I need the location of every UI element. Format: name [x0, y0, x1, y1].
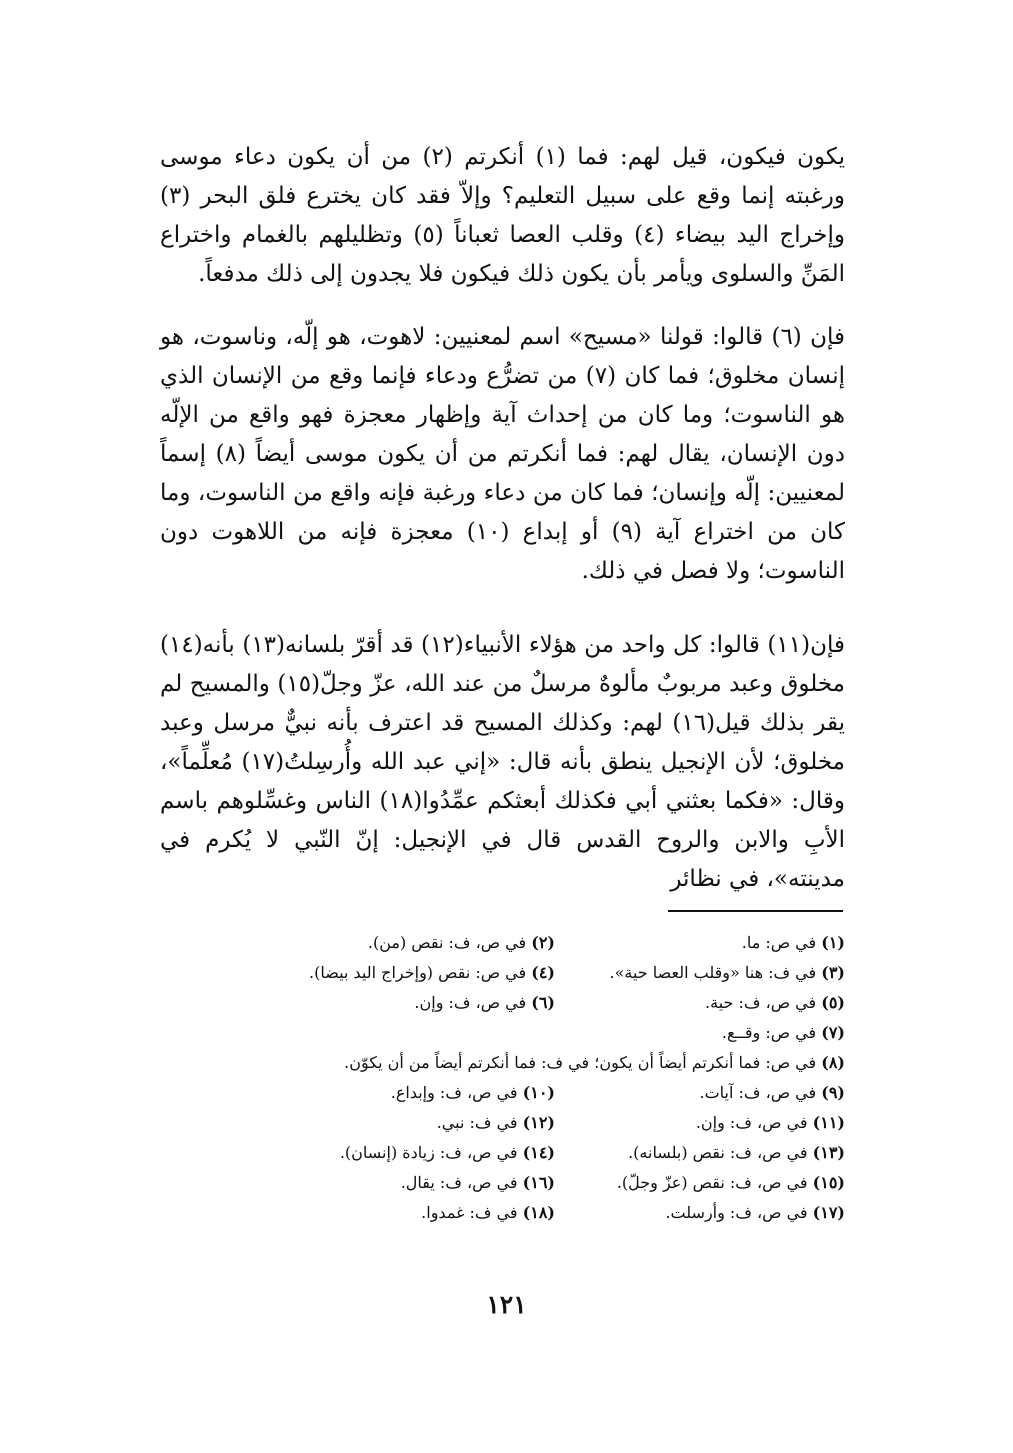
footnote-row: [260, 1018, 845, 1048]
footnote-number: (١٨): [522, 1203, 555, 1222]
footnote-number: (١٤): [522, 1143, 555, 1162]
footnote-number: (٥): [821, 993, 845, 1012]
footnote-row: [260, 1048, 845, 1078]
paragraph-2: [160, 318, 845, 591]
footnote-row: [260, 958, 845, 988]
footnote-text: في ص، ف: وإبداع.: [390, 1083, 518, 1102]
footnote-number: (٩): [821, 1083, 845, 1102]
footnote: [265, 1108, 555, 1138]
footnote: [555, 988, 845, 1018]
footnote: [265, 928, 555, 958]
footnote-text: في ص: فما أنكرتم أيضاً أن يكون؛ في ف: فما أنكرتم أيضاً من أن يكوّن.: [344, 1053, 817, 1072]
footnote-row: [260, 988, 845, 1018]
paragraph-3: [160, 626, 845, 899]
footnote: [344, 1048, 845, 1078]
footnote-text: في ص، ف: زيادة (إنسان).: [339, 1143, 518, 1162]
footnote: [265, 988, 555, 1018]
paragraph-1: [160, 138, 845, 294]
footnote-text: في ص: وقــع.: [721, 1023, 817, 1042]
footnote-number: (١٧): [812, 1203, 845, 1222]
footnote-number: (٤): [531, 963, 555, 982]
paragraph-2-text: فإن (٦) قالوا: قولنا «مسيح» اسم لمعنيين: لاهوت، هو إلّه، وناسوت، هو إنسان مخلوق؛ فما كان (٧) من تضرُّع ودعاء فإنما وقع من الإنسان الذي هو الناسوت؛ وما كان من إحداث آية وإظهار معجزة فهو واقع من الإلّه دون الإنسان، يقال لهم: فما أنكرتم من أن يكون موسى أيضاً (٨) إسماً لمعنيين: إلّه وإنسان؛ فما كان من دعاء ورغبة فإنه واقع من الناسوت، وما كان من اختراع آية (٩) أو إبداع (١٠) معجزة فإنه من اللاهوت دون الناسوت؛ ولا فصل في ذلك.: [160, 324, 845, 584]
footnote-text: في ص، ف: نقص (من).: [367, 933, 527, 952]
footnote: [265, 1078, 555, 1108]
footnote: [555, 1018, 845, 1048]
footnote-number: (١٢): [522, 1113, 555, 1132]
footnote: [265, 1198, 555, 1228]
footnote-text: في ف: نبي.: [436, 1113, 518, 1132]
footnote-number: (٣): [821, 963, 845, 982]
footnote-number: (١٥): [812, 1173, 845, 1192]
footnote-number: (١٠): [522, 1083, 555, 1102]
footnote: [265, 958, 555, 988]
footnote-text: في ف: هنا «وقلب العصا حية».: [609, 963, 817, 982]
footnotes: [260, 928, 845, 1228]
footnote-number: (١٣): [812, 1143, 845, 1162]
footnote-number: (٢): [531, 933, 555, 952]
footnote: [555, 1138, 845, 1168]
footnote: [555, 1198, 845, 1228]
footnote-text: في ص، ف: آيات.: [699, 1083, 817, 1102]
footnote-number: (٦): [531, 993, 555, 1012]
page-number: ١٢١: [486, 1290, 527, 1319]
footnote: [555, 928, 845, 958]
footnote-text: في ص، ف: نقص (بلسانه).: [628, 1143, 808, 1162]
footnote-number: (١٦): [522, 1173, 555, 1192]
footnote-number: (١): [821, 933, 845, 952]
paragraph-1-text: يكون فيكون، قيل لهم: فما (١) أنكرتم (٢) من أن يكون دعاء موسى ورغبته إنما وقع على سبيل التعليم؟ وإلاّ فقد كان يخترع فلق البحر (٣) وإخراج اليد بيضاء (٤) وقلب العصا ثعباناً (٥) وتظليلهم بالغمام واختراع المَنِّ والسلوى ويأمر بأن يكون ذلك فيكون فلا يجدون إلى ذلك مدفعاً.: [160, 144, 846, 287]
footnote: [555, 1168, 845, 1198]
footnote-text: في ص، ف: نقص (عزّ وجلّ).: [616, 1173, 808, 1192]
footnote: [555, 1108, 845, 1138]
footnote-row: [260, 1168, 845, 1198]
footnote: [265, 1168, 555, 1198]
footnote-text: في ص: ما.: [741, 933, 817, 952]
footnote-text: في ص: نقص (وإخراج اليد بيضا).: [309, 963, 527, 982]
footnote-text: في ص، ف: وإن.: [414, 993, 527, 1012]
footnote: [555, 1078, 845, 1108]
footnote-separator: [668, 910, 843, 912]
footnote-row: [260, 1078, 845, 1108]
footnote: [555, 958, 845, 988]
footnote-number: (٧): [821, 1023, 845, 1042]
footnote-number: (١١): [812, 1113, 845, 1132]
footnote-text: في ص، ف: حية.: [705, 993, 817, 1012]
footnote-row: [260, 1198, 845, 1228]
footnote-row: [260, 1138, 845, 1168]
footnote-text: في ص، ف: وأرسلت.: [665, 1203, 808, 1222]
footnote-row: [260, 928, 845, 958]
footnote-number: (٨): [821, 1053, 845, 1072]
footnote-text: في ف: غمدوا.: [421, 1203, 518, 1222]
paragraph-3-text: فإن(١١) قالوا: كل واحد من هؤلاء الأنبياء(١٢) قد أقرّ بلسانه(١٣) بأنه(١٤) مخلوق وعبد مربوبٌ مألوهٌ مرسلٌ من عند الله، عزّ وجلّ(١٥) والمسيح لم يقر بذلك قيل(١٦) لهم: وكذلك المسيح قد اعترف بأنه نبيٌّ مرسل وعبد مخلوق؛ لأن الإنجيل ينطق بأنه قال: «إني عبد الله وأُرسِلتُ(١٧) مُعلِّماً»، وقال: «فكما بعثني أبي فكذلك أبعثكم عمِّدُوا(١٨) الناس وغسِّلوهم باسم الأبِ والابن والروح القدس قال في الإنجيل: إنّ النّبي لا يُكرم في مدينته»، في نظائر: [160, 632, 845, 892]
footnote-text: في ص، ف: وإن.: [695, 1113, 808, 1132]
footnote: [265, 1138, 555, 1168]
footnote-row: [260, 1108, 845, 1138]
footnote-text: في ص، ف: يقال.: [400, 1173, 518, 1192]
